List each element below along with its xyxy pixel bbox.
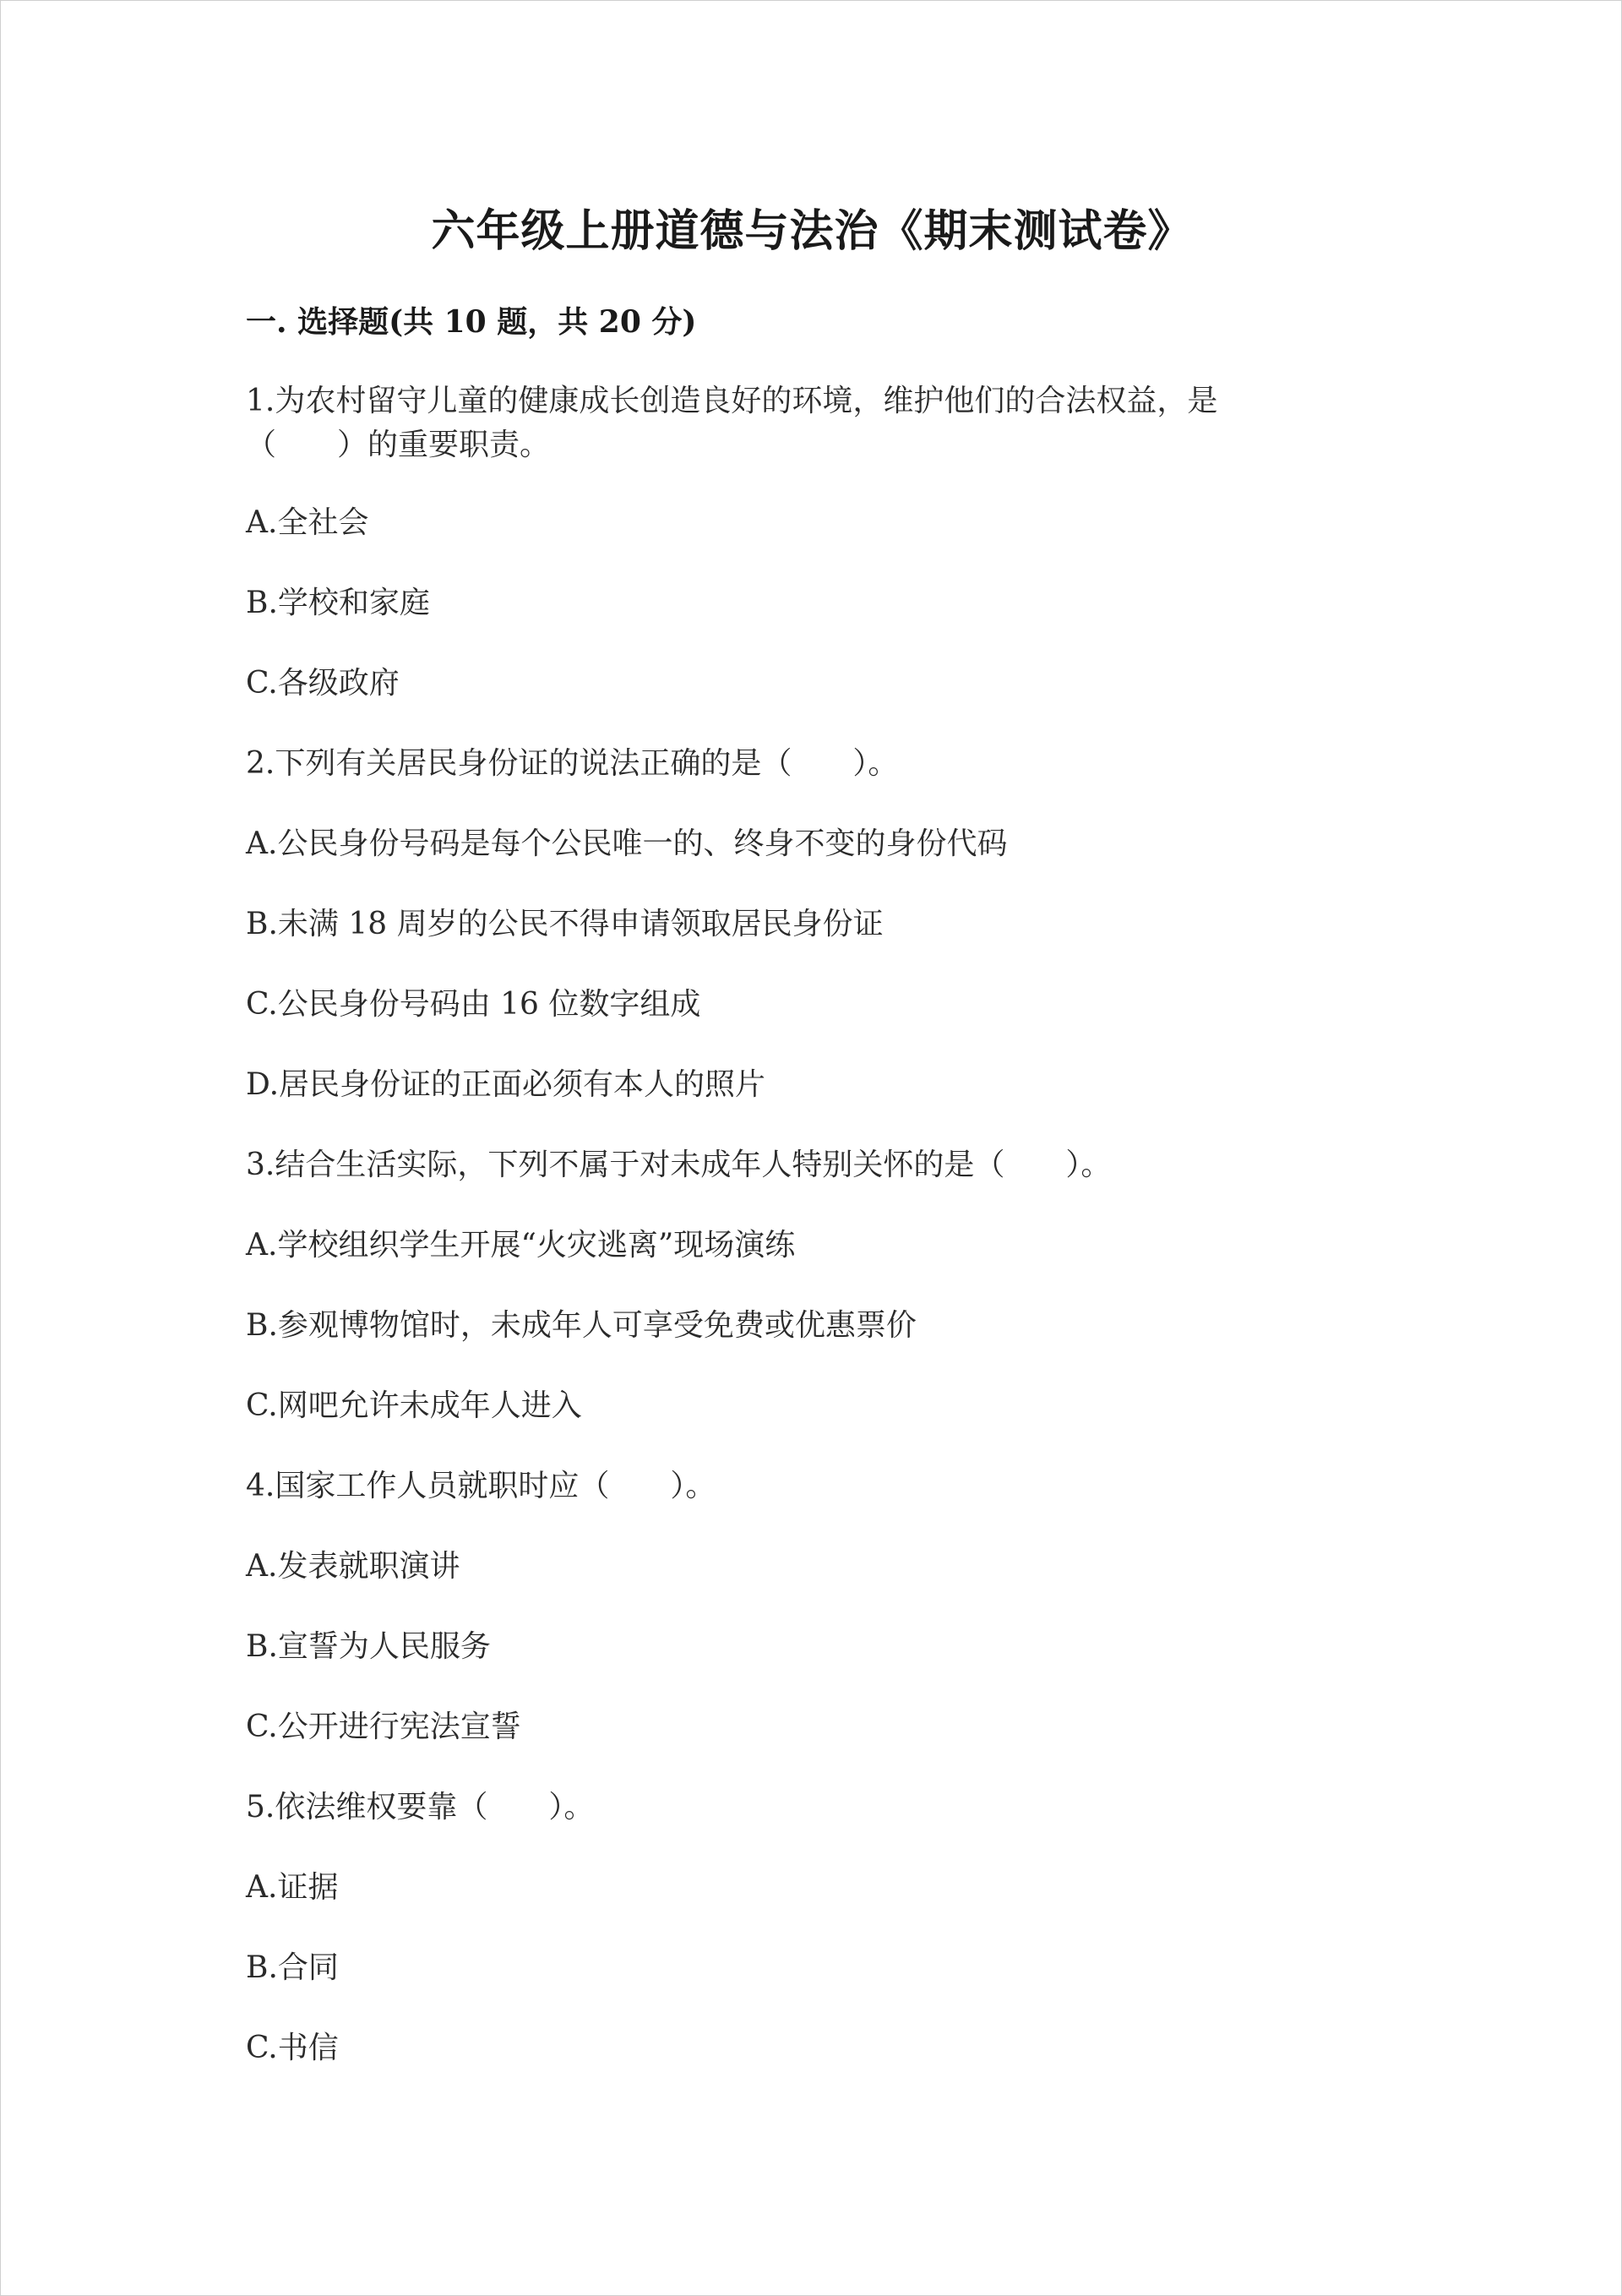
question-3-option-c: C.网吧允许未成年人进入 [246, 1388, 582, 1423]
question-2-stem: 2.下列有关居民身份证的说法正确的是（ ）。 [246, 746, 899, 781]
question-4-option-b: B.宣誓为人民服务 [246, 1629, 491, 1664]
question-2-option-b: B.未满 18 周岁的公民不得申请领取居民身份证 [246, 907, 884, 941]
question-5-stem: 5.依法维权要靠（ ）。 [246, 1790, 595, 1824]
question-1-option-c: C.各级政府 [246, 666, 400, 701]
question-4-option-c: C.公开进行宪法宣誓 [246, 1710, 521, 1744]
question-5-option-c: C.书信 [246, 2031, 339, 2065]
question-2-option-c: C.公民身份号码由 16 位数字组成 [246, 987, 701, 1022]
question-4-stem: 4.国家工作人员就职时应（ ）。 [246, 1469, 716, 1503]
question-3-stem: 3.结合生活实际，下列不属于对未成年人特别关怀的是（ ）。 [246, 1148, 1112, 1182]
question-2-option-a: A.公民身份号码是每个公民唯一的、终身不变的身份代码 [246, 826, 1008, 861]
question-1-option-a: A.全社会 [246, 505, 369, 540]
question-5-option-b: B.合同 [246, 1950, 339, 1985]
question-1-option-b: B.学校和家庭 [246, 586, 430, 620]
section-heading: 一. 选择题(共 10 题，共 20 分) [246, 304, 697, 340]
question-3-option-a: A.学校组织学生开展“火灾逃离”现场演练 [246, 1228, 796, 1263]
page-title: 六年级上册道德与法治《期末测试卷》 [431, 205, 1193, 257]
question-3-option-b: B.参观博物馆时，未成年人可享受免费或优惠票价 [246, 1308, 917, 1343]
question-4-option-a: A.发表就职演讲 [246, 1549, 460, 1584]
question-5-option-a: A.证据 [246, 1870, 339, 1905]
question-2-option-d: D.居民身份证的正面必须有本人的照片 [246, 1067, 766, 1102]
question-1-stem-line-1: 1.为农村留守儿童的健康成长创造良好的环境，维护他们的合法权益，是 [246, 384, 1218, 418]
question-1-stem-line-2: （ ）的重要职责。 [246, 428, 551, 462]
